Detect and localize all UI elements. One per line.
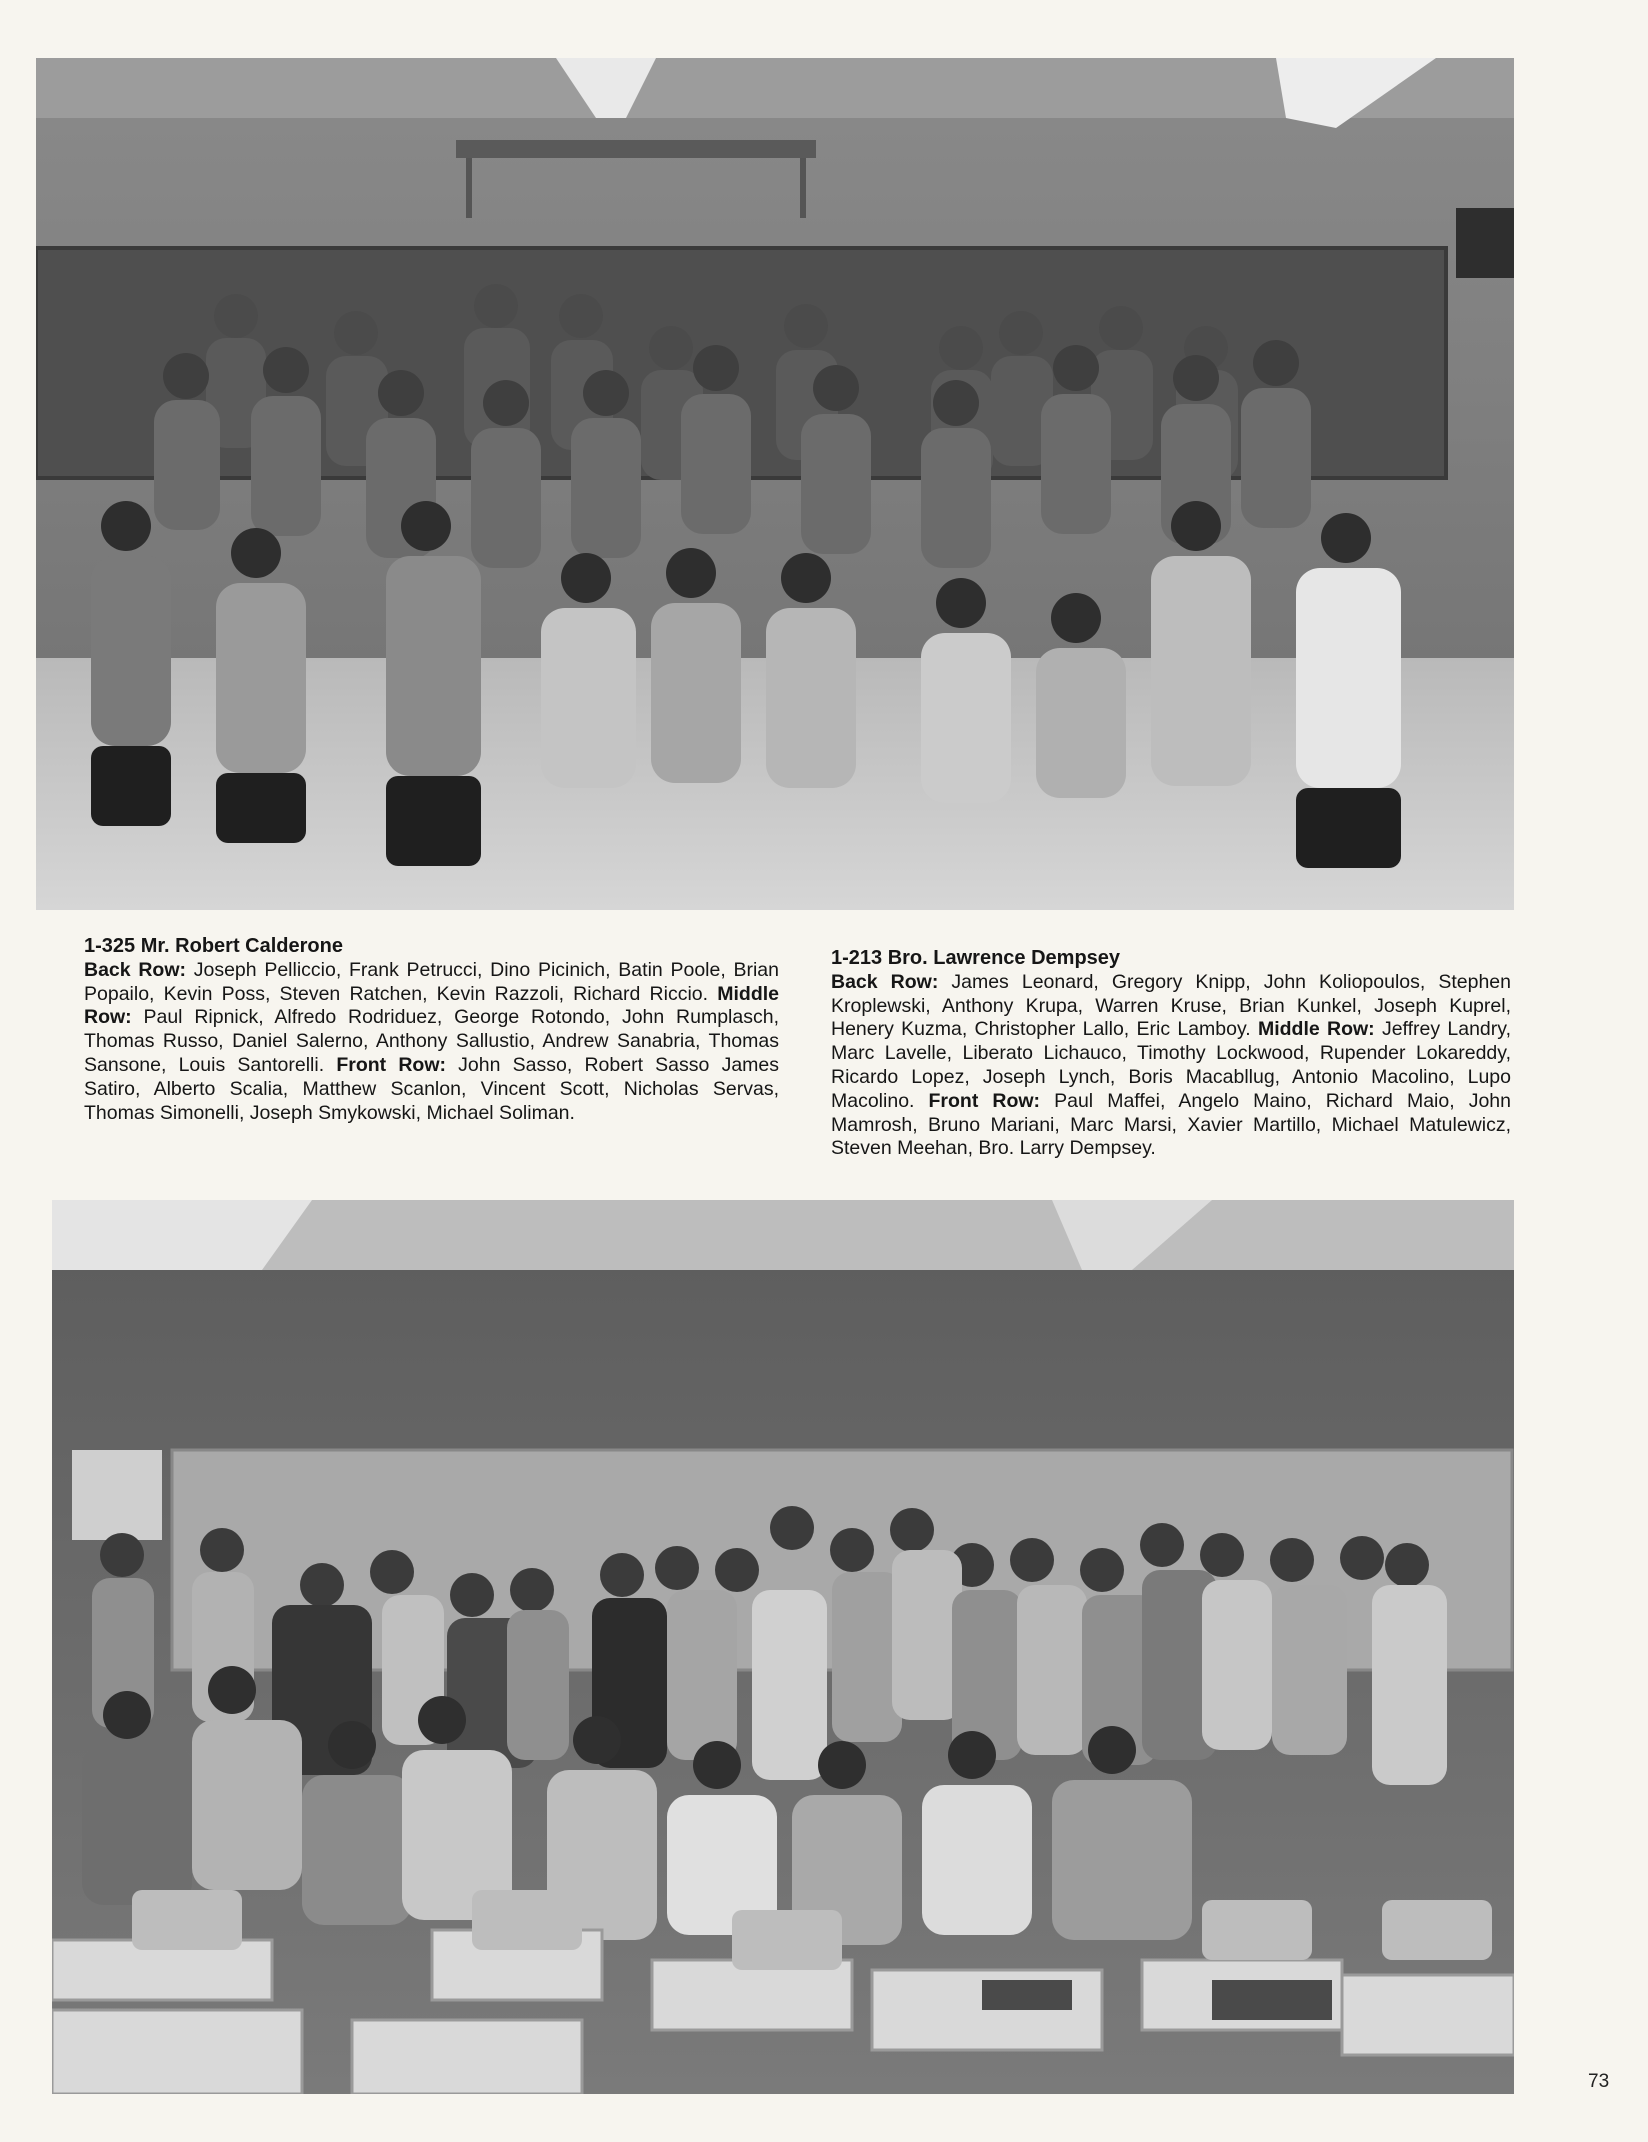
front-row-names: John Sasso, Robert Sasso James Satiro, Alberto Scalia, Matthew Scanlon, Vincent Scott, Nicholas Servas, Thomas Simonelli, Joseph Smykowski, Michael Soliman. (84, 1053, 779, 1124)
class-photo-bottom (52, 1200, 1514, 2094)
caption-class-1-325 (84, 935, 779, 1125)
class-photo-top-image (36, 58, 1514, 910)
back-row-label: Back Row: (831, 970, 952, 993)
back-row-names: Joseph Pelliccio, Frank Petrucci, Dino Picinich, Batin Poole, Brian Popailo, Kevin Poss, Steven Ratchen, Kevin Razzoli, Richard Riccio. (84, 958, 779, 1005)
back-row-names: James Leonard, Gregory Knipp, John Koliopoulos, Stephen Kroplewski, Anthony Krupa, Warren Kruse, Brian Kunkel, Joseph Kuprel, Henery Kuzma, Christopher Lallo, Eric Lamboy. (831, 970, 1511, 1041)
middle-row-names: Jeffrey Landry, Marc Lavelle, Liberato Lichauco, Timothy Lockwood, Rupender Lokareddy, Ricardo Lopez, Joseph Lynch, Boris Macabllug, Antonio Macolino, Lupo Macolino. (831, 1018, 1511, 1112)
front-row-names: Paul Maffei, Angelo Maino, Richard Maio, John Mamrosh, Bruno Mariani, Marc Marsi, Xavier Martillo, Michael Matulewicz, Steven Meehan, Bro. Larry Dempsey. (831, 1089, 1511, 1160)
middle-row-label: Middle Row: (1257, 1018, 1382, 1041)
back-row-label: Back Row: (84, 958, 194, 981)
class-photo-bottom-image (52, 1200, 1514, 2094)
front-row-label: Front Row: (336, 1053, 459, 1076)
middle-row-label: Middle Row: (84, 982, 779, 1029)
caption-class-1-213 (831, 947, 1511, 1161)
caption-title: 1-213 Bro. Lawrence Dempsey (831, 947, 1121, 969)
middle-row-names: Paul Ripnick, Alfredo Rodriduez, George Rotondo, John Rumplasch, Thomas Russo, Daniel Salerno, Anthony Sallustio, Andrew Sanabria, Thomas Sansone, Louis Santorelli. (84, 1006, 780, 1076)
page-number: 73 (1588, 2071, 1610, 2092)
caption-title: 1-325 Mr. Robert Calderone (84, 935, 343, 957)
class-photo-top (36, 58, 1514, 910)
front-row-label: Front Row: (928, 1089, 1055, 1112)
